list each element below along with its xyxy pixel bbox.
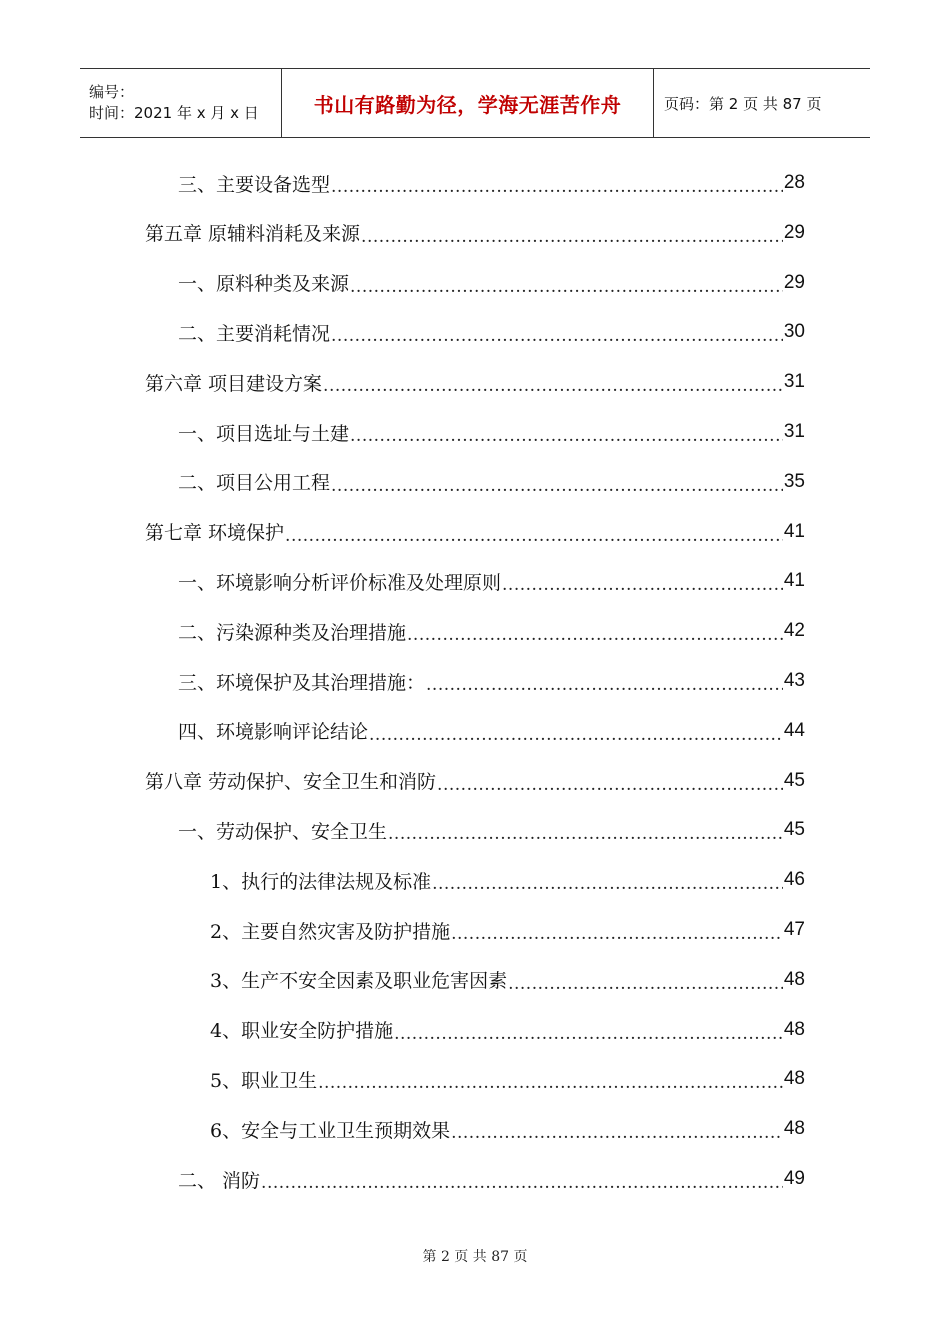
toc-leader-dots [350, 411, 783, 461]
toc-entry-page: 30 [783, 321, 805, 343]
toc-leader-dots [451, 909, 783, 959]
toc-leader-dots [508, 959, 783, 1009]
toc-leader-dots [502, 560, 783, 610]
page-header [80, 68, 870, 138]
toc-entry[interactable] [145, 357, 805, 407]
toc-leader-dots [369, 710, 783, 760]
toc-entry-label: 一、原料种类及来源 [178, 273, 350, 296]
toc-leader-dots [323, 361, 783, 411]
toc-leader-dots [318, 1058, 783, 1108]
toc-entry-label: 二、 消防 [178, 1169, 261, 1192]
header-page-info: 页码：第 2 页 共 87 页 [664, 94, 822, 113]
toc-entry[interactable] [210, 1054, 805, 1104]
toc-leader-dots [437, 760, 783, 810]
toc-entry-label: 第八章 劳动保护、安全卫生和消防 [145, 771, 437, 794]
header-meta [80, 69, 282, 137]
toc-entry-label: 2、主要自然灾害及防护措施 [210, 920, 451, 943]
toc-entry[interactable] [178, 1154, 805, 1204]
toc-entry-page: 48 [783, 968, 805, 990]
toc-entry-page: 45 [783, 769, 805, 791]
toc-entry[interactable] [178, 457, 805, 507]
toc-entry-label: 一、项目选址与土建 [178, 422, 350, 445]
toc-entry-page: 45 [783, 819, 805, 841]
toc-entry[interactable] [210, 855, 805, 905]
toc-entry[interactable] [178, 706, 805, 756]
toc-entry[interactable] [145, 507, 805, 557]
toc-entry-label: 一、环境影响分析评价标准及处理原则 [178, 571, 502, 594]
toc-entry-label: 6、安全与工业卫生预期效果 [210, 1119, 451, 1142]
toc-leader-dots [388, 809, 783, 859]
toc-entry-label: 三、环境保护及其治理措施： [178, 671, 426, 694]
toc-entry-label: 第六章 项目建设方案 [145, 372, 323, 395]
toc-entry-page: 31 [783, 421, 805, 442]
toc-leader-dots [261, 1158, 783, 1208]
toc-entry[interactable] [210, 1104, 805, 1154]
toc-entry[interactable] [178, 656, 805, 706]
toc-entry-label: 四、环境影响评论结论 [178, 721, 369, 744]
toc-leader-dots [285, 511, 783, 561]
toc-leader-dots [432, 859, 783, 909]
toc-entry-label: 第五章 原辅料消耗及来源 [145, 223, 361, 246]
toc-entry-label: 三、主要设备选型 [178, 173, 331, 196]
toc-entry[interactable] [178, 606, 805, 656]
toc-entry-label: 1、执行的法律法规及标准 [210, 870, 432, 893]
toc-entry[interactable] [178, 556, 805, 606]
toc-entry-label: 5、职业卫生 [210, 1069, 318, 1092]
toc-entry-page: 35 [783, 470, 805, 492]
toc-entry-page: 48 [783, 1018, 805, 1040]
toc-entry-page: 41 [783, 520, 805, 542]
toc-entry-label: 第七章 环境保护 [145, 522, 285, 545]
toc-entry-label: 4、职业安全防护措施 [210, 1020, 394, 1043]
toc-entry[interactable] [210, 955, 805, 1005]
toc-leader-dots [361, 212, 783, 262]
toc-entry-label: 一、劳动保护、安全卫生 [178, 820, 388, 843]
toc-entry[interactable] [145, 208, 805, 258]
toc-entry[interactable] [210, 1005, 805, 1055]
toc-entry-page: 47 [783, 919, 805, 940]
toc-entry-label: 3、生产不安全因素及职业危害因素 [210, 970, 508, 993]
toc-entry-label: 二、项目公用工程 [178, 472, 331, 495]
toc-entry-page: 43 [783, 670, 805, 691]
toc-entry[interactable] [210, 905, 805, 955]
page-footer: 第 2 页 共 87 页 [422, 1249, 528, 1265]
toc-leader-dots [394, 1009, 783, 1059]
toc-entry-label: 二、主要消耗情况 [178, 322, 331, 345]
toc-entry[interactable] [145, 756, 805, 806]
toc-entry-page: 31 [783, 371, 805, 393]
toc-entry-page: 48 [783, 1068, 805, 1090]
toc-entry[interactable] [178, 805, 805, 855]
toc-entry[interactable] [178, 258, 805, 308]
toc-entry-page: 44 [783, 719, 805, 741]
toc-entry-page: 49 [783, 1168, 805, 1189]
toc-entry-page: 28 [783, 172, 805, 193]
header-motto: 书山有路勤为径，学海无涯苦作舟 [282, 69, 654, 137]
toc-entry-page: 29 [783, 271, 805, 293]
toc-entry-label: 二、污染源种类及治理措施 [178, 621, 407, 644]
toc-leader-dots [331, 162, 783, 212]
toc-leader-dots [426, 660, 783, 710]
toc-entry[interactable] [178, 158, 805, 208]
toc-entry-page: 42 [783, 620, 805, 642]
toc-entry-page: 48 [783, 1118, 805, 1140]
header-time: 时间：2021 年 x 月 x 日 [89, 104, 259, 122]
toc-entry[interactable] [178, 307, 805, 357]
toc-leader-dots [407, 610, 783, 660]
toc-entry-page: 41 [783, 570, 805, 592]
toc-leader-dots [451, 1108, 783, 1158]
toc-leader-dots [331, 461, 783, 511]
toc-leader-dots [331, 311, 783, 361]
toc-entry-page: 46 [783, 869, 805, 891]
toc-leader-dots [350, 262, 783, 312]
toc-entry[interactable] [178, 407, 805, 457]
header-number: 编号： [89, 83, 135, 101]
toc-entry-page: 29 [783, 221, 805, 243]
